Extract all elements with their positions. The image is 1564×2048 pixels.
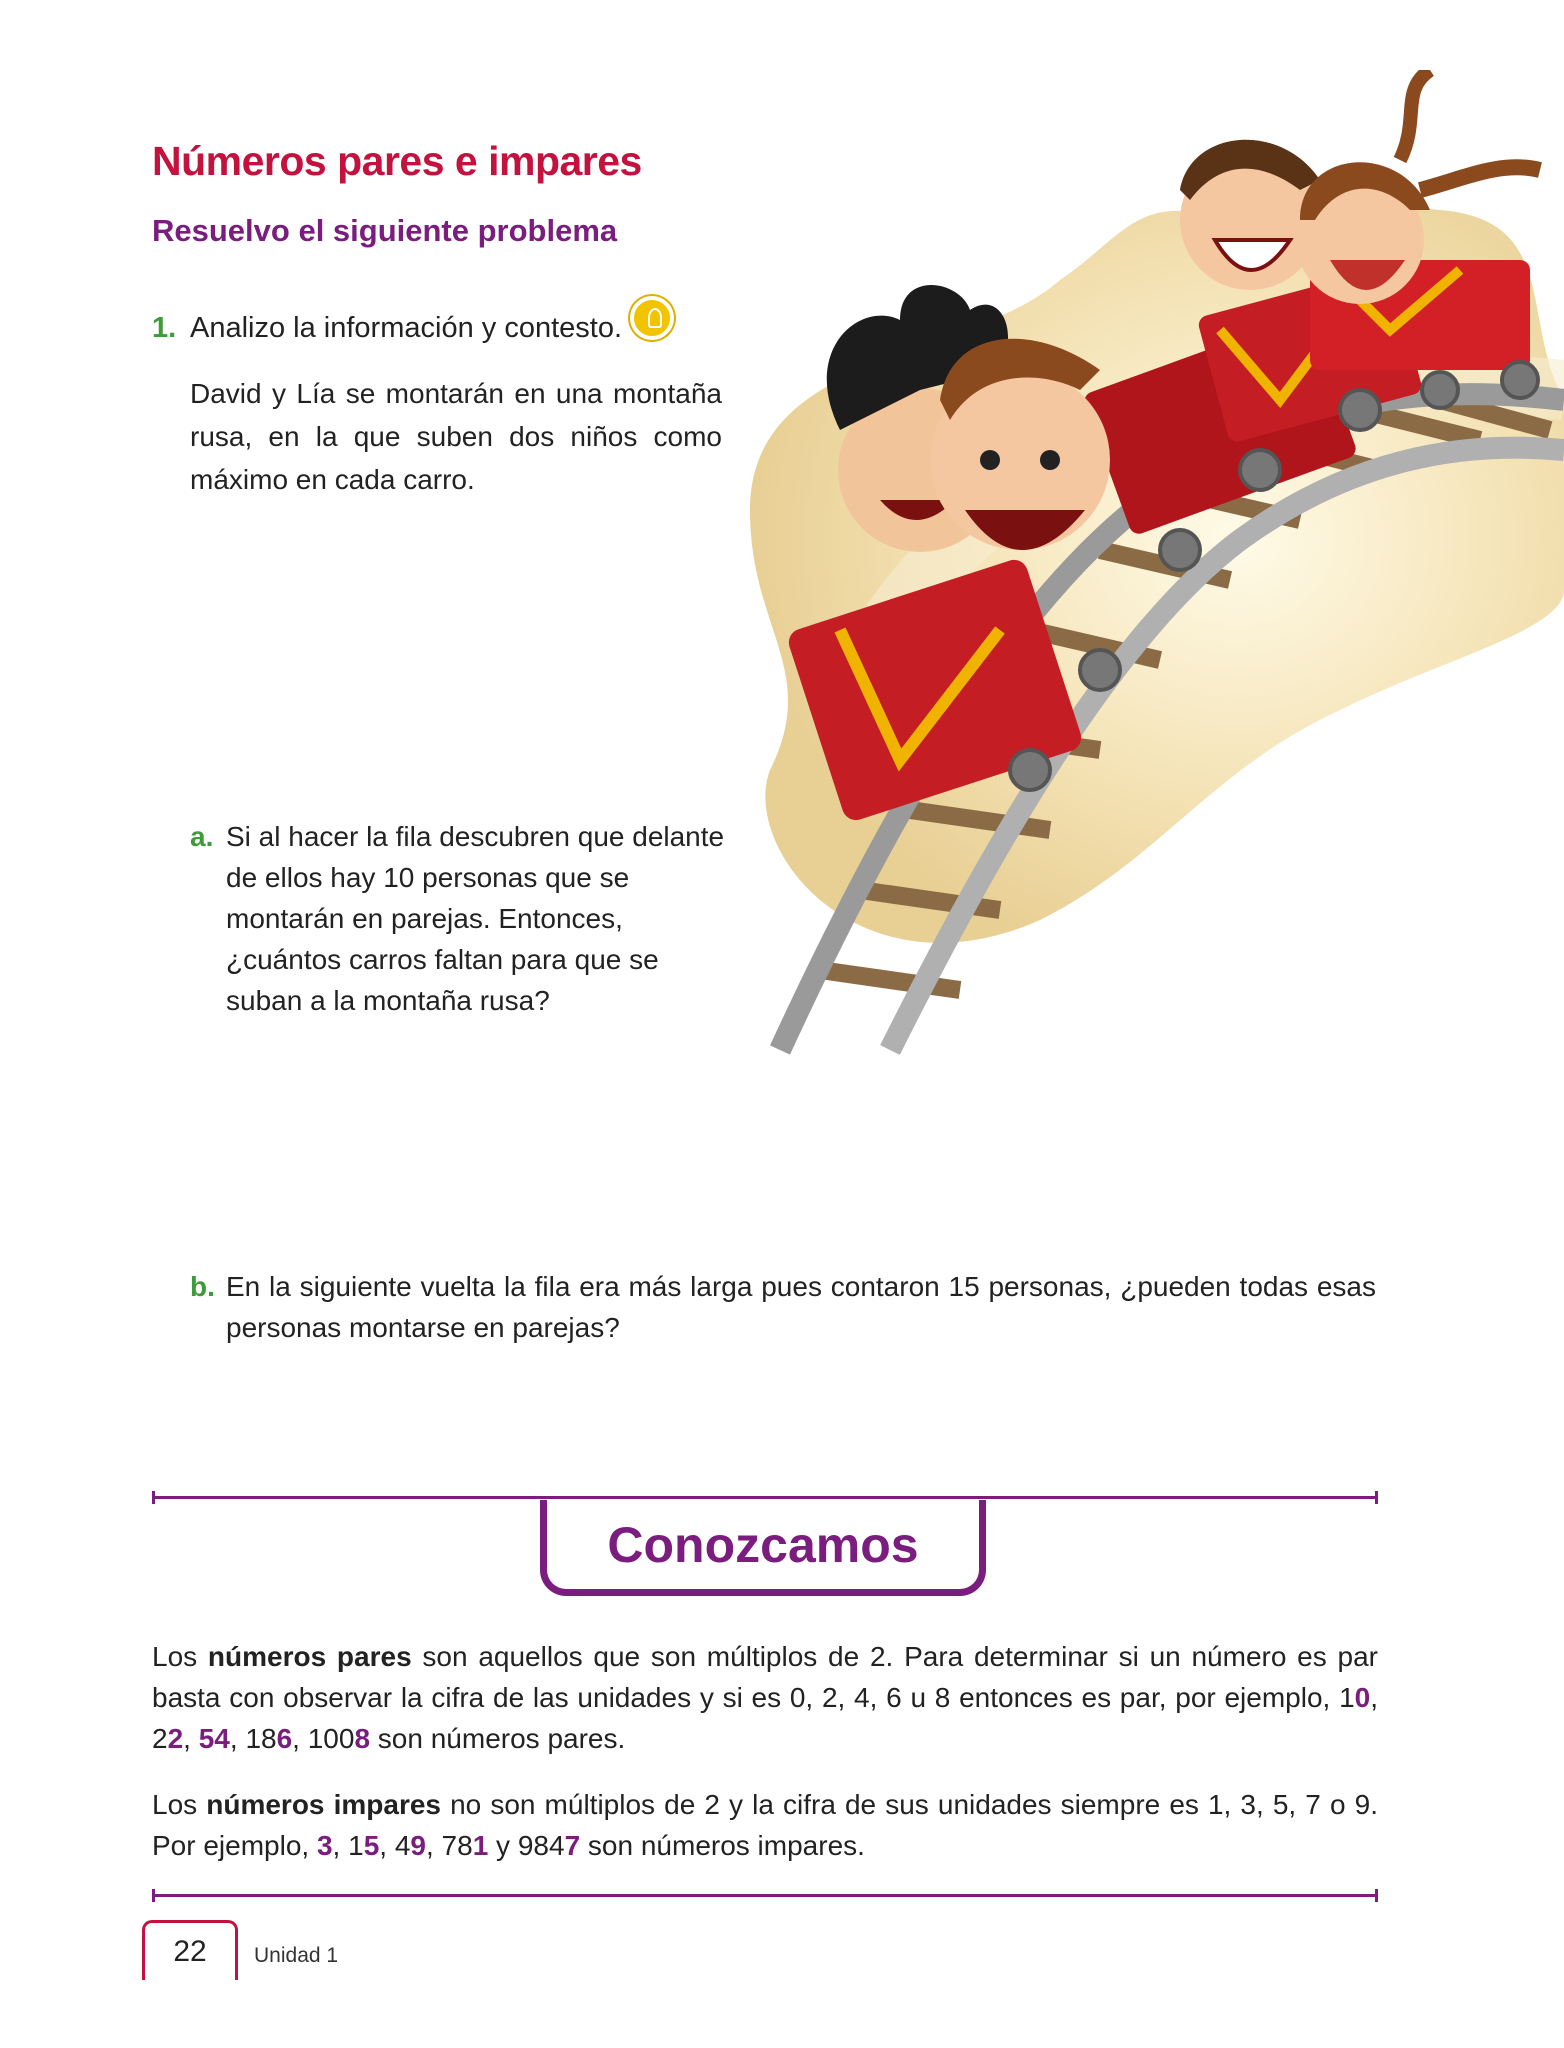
item-letter: b. <box>190 1271 215 1302</box>
example-unit-digit: 5 <box>363 1830 380 1861</box>
example-digits: 2 <box>152 1723 168 1754</box>
item-b <box>190 1266 1376 1348</box>
unit-label: Unidad 1 <box>254 1944 339 1967</box>
example-unit-digit: 6 <box>276 1723 293 1754</box>
example-digits: 78 <box>441 1830 473 1861</box>
example-unit-digit: 0 <box>1354 1682 1371 1713</box>
page-number: 22 <box>142 1920 238 1980</box>
example-unit-digit: 9 <box>410 1830 426 1861</box>
example-unit-digit: 8 <box>354 1723 371 1754</box>
term-odd-numbers: números impares <box>206 1789 441 1820</box>
item-text: Si al hacer la fila descubren que delante de ellos hay 10 personas que se montarán en parejas. Entonces, ¿cuántos carros faltan para que se suban a la montaña rusa? <box>226 821 725 1016</box>
section-heading: Conozcamos <box>540 1500 986 1596</box>
example-digits: 100 <box>307 1723 355 1754</box>
example-number: 54 <box>198 1723 230 1754</box>
item-a <box>190 816 730 1021</box>
para-text: son aquellos que son múltiplos de 2. Para determinar si un número es par basta con observar la cifra de las unidades y si es 0, 2, 4, 6 u 8 entonces es par, por ejemplo, <box>152 1641 1378 1713</box>
example-digits: 984 <box>517 1830 565 1861</box>
example-digits: 4 <box>394 1830 411 1861</box>
page-title: Números pares e impares <box>152 138 642 184</box>
item-letter: a. <box>190 821 214 852</box>
term-even-numbers: números pares <box>207 1641 412 1672</box>
top-divider <box>152 1496 1378 1499</box>
item-text: En la siguiente vuelta la fila era más larga pues contaron 15 personas, ¿pueden todas esas personas montarse en parejas? <box>226 1271 1376 1343</box>
question-number: 1. <box>152 311 177 344</box>
example-number: 3 <box>316 1830 333 1861</box>
question-1 <box>152 306 674 350</box>
para-text: Los <box>152 1641 208 1672</box>
paragraph-even-numbers: Los números pares son aquellos que son múltiplos de 2. Para determinar si un número es par basta con observar la cifra de las unidades y si es 0, 2, 4, 6 u 8 entonces es par, por ejemplo, 10, 22, 54, 186, 1008 son números pares. <box>152 1641 1378 1754</box>
para-text: no son múltiplos de 2 y la cifra de sus unidades siempre es 1, 3, 5, 7 o 9. Por ejemplo, <box>152 1789 1378 1861</box>
para-text: Los <box>152 1789 207 1820</box>
example-digits: 1 <box>1339 1682 1355 1713</box>
lightbulb-icon <box>630 296 674 340</box>
question-text: Analizo la información y contesto. <box>190 311 622 344</box>
paragraph-odd-numbers: Los números impares no son múltiplos de 2 y la cifra de sus unidades siempre es 1, 3, 5, 7 o 9. Por ejemplo, 3, 15, 49, 781 y 9847 son números impares. <box>152 1789 1378 1861</box>
bottom-divider <box>152 1894 1378 1897</box>
example-digits: 18 <box>245 1723 277 1754</box>
roller-coaster-illustration <box>740 70 1564 1090</box>
para-text: son números pares. <box>370 1723 626 1754</box>
example-digits: 1 <box>348 1830 364 1861</box>
section-subtitle: Resuelvo el siguiente problema <box>152 213 618 248</box>
para-text: son números impares. <box>580 1830 865 1861</box>
example-unit-digit: 7 <box>564 1830 581 1861</box>
problem-intro: David y Lía se montarán en una montaña rusa, en la que suben dos niños como máximo en cada carro. <box>190 378 722 495</box>
example-unit-digit: 1 <box>472 1830 489 1861</box>
example-unit-digit: 2 <box>167 1723 184 1754</box>
